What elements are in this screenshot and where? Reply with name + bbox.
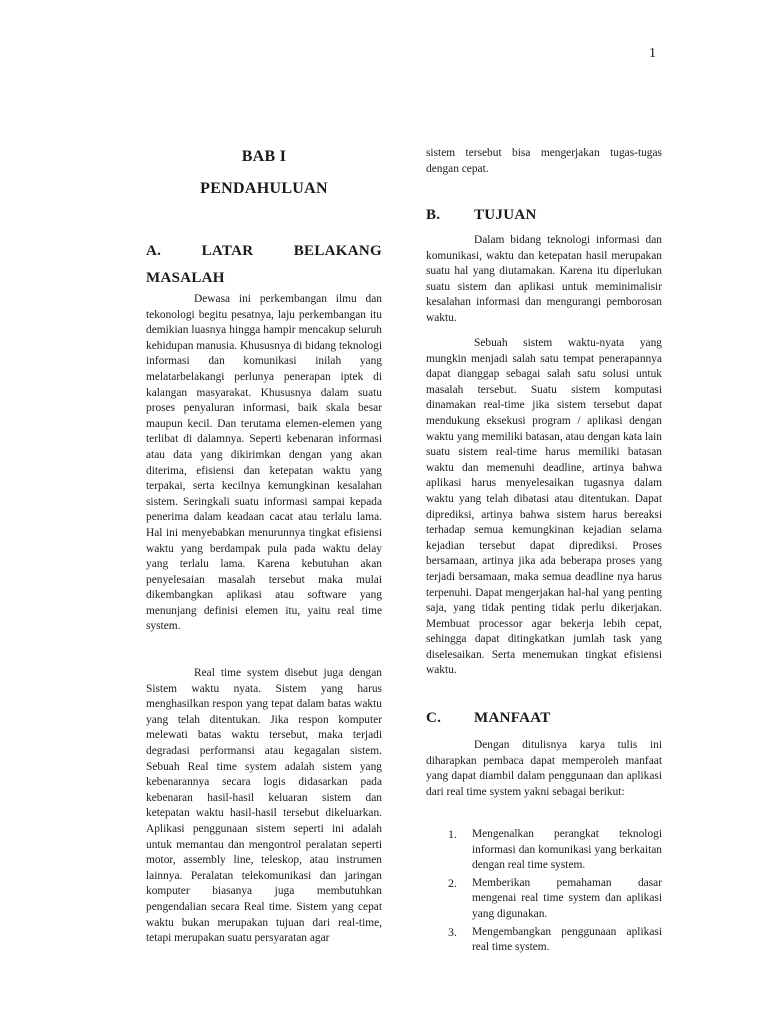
section-c-letter: C.: [426, 710, 442, 726]
list-item: [448, 827, 662, 874]
section-c-heading: [426, 710, 662, 727]
section-c-paragraph: Dengan ditulisnya karya tulis ini diharapkan pembaca dapat memperoleh manfaat yang dapat diambil dalam penggunaan dan aplikasi dari real time system yakni sebagai berikut:: [426, 739, 662, 798]
list-item: [448, 876, 662, 923]
section-a-paragraph-1: Dewasa ini perkembangan ilmu dan tekonologi begitu pesatnya, laju perkembangan itu demikian luasnya hingga hampir mencakup seluruh kehidupan manusia. Khususnya di bidang teknologi informasi dan komunikasi inilah yang melatarbelakangi perlunya penerapan iptek di kalangan masyarakat. Khususnya dalam suatu proses penyaluran informasi, baik skala besar maupun kecil. Dan terutama elemen-elemen yang terlibat di dalamnya. Seperti kebenaran informasi atau data yang dikirimkan dengan yang akan diterima, efisiensi dan ketepatan waktu yang terpakai, serta kecilnya kemungkinan kesalahan sistem. Seringkali suatu informasi sampai kepada penerima dalam keadaan cacat atau terlalu lama. Hal ini menyebabkan menurunnya tingkat efisiensi waktu yang berdampak pula pada waktu delay yang terlalu lama. Karena kebutuhan akan penyelesaian masalah tersebut maka mulai dikembangkan aplikasi atau software yang menunjang definisi elemen itu, yaitu real time system.: [146, 293, 383, 633]
list-item-number: 2.: [448, 875, 457, 890]
list-item-text: Memberikan pemahaman dasar mengenai real time system dan aplikasi yang digunakan.: [472, 876, 662, 920]
page-number: 1: [649, 46, 656, 61]
section-b-heading: [426, 207, 662, 224]
section-a-paragraph-2: Real time system disebut juga dengan Sistem waktu nyata. Sistem yang harus menghasilkan respon yang tepat dalam batas waktu yang telah ditentukan. Jika respon komputer melewati batas waktu tersebut, maka terjadi degradasi performansi atau kegagalan sistem. Sebuah Real time system adalah sistem yang kebenarannya secara logis didasarkan pada kebenaran hasil-hasil keluaran sistem dan ketepatan waktu hasil-hasil tersebut dikeluarkan. Aplikasi penggunaan sistem seperti ini adalah untuk memantau dan mengontrol peralatan seperti motor, assembly line, teleskop, atau instrumen lainnya. Peralatan telekomunikasi dan jaringan komputer biasanya juga membutuhkan pengendalian secara Real time. Sistem yang cepat waktu bukan merupakan tujuan dari real-time, tetapi merupakan suatu persyaratan agar: [146, 667, 382, 945]
section-a-title-word2: BELAKANG: [293, 243, 382, 259]
section-b-title: TUJUAN: [474, 207, 537, 223]
section-b-letter: B.: [426, 207, 441, 223]
section-a-title-line2: MASALAH: [146, 270, 225, 286]
section-a-heading: [146, 238, 382, 292]
chapter-label: BAB I: [241, 148, 287, 165]
section-c-title: MANFAAT: [474, 710, 551, 726]
continuation-paragraph: sistem tersebut bisa mengerjakan tugas-tugas dengan cepat.: [426, 147, 662, 175]
list-item-number: 3.: [448, 924, 457, 939]
section-b-paragraph-2: Sebuah sistem waktu-nyata yang mungkin menjadi salah satu tempat penerapannya dapat dianggap sebagai salah satu solusi untuk masalah tersebut. Suatu sistem komputasi dinamakan real-time jika sistem tersebut dapat mendukung eksekusi program / aplikasi dengan waktu yang memiliki batasan, atau dengan kata lain suatu sistem real-time harus memiliki batasan waktu dan memenuhi deadline, artinya bahwa aplikasi harus menyelesaikan tugasnya dalam waktu yang telah dibatasi atau ditentukan. Dapat diprediksi, artinya bahwa sistem harus bereaksi terhadap semua kemungkinan kejadian selama kejadian tersebut dapat diprediksi. Proses bersamaan, artinya jika ada beberapa proses yang terjadi bersamaan, maka semua deadline nya harus terpenuhi. Dapat mengerjakan hal-hal yang penting saja, yang tidak penting tidak perlu dikerjakan. Membuat processor agar bekerja lebih cepat, sehingga dapat ditingkatkan jumlah task yang diselesaikan. Serta menemukan tingkat efisiensi waktu.: [426, 337, 662, 677]
section-a-letter: A.: [146, 243, 162, 259]
list-item-text: Mengembangkan penggunaan aplikasi real time system.: [472, 925, 662, 954]
list-item: [448, 925, 662, 956]
section-b-paragraph-1: Dalam bidang teknologi informasi dan komunikasi, waktu dan ketepatan hasil merupakan suatu hal yang diutamakan. Karena itu diperlukan suatu sistem dan aplikasi untuk meminimalisir kesalahan informasi dan mengurangi pemborosan waktu.: [426, 234, 662, 324]
section-a-title-word1: LATAR: [201, 243, 254, 259]
list-item-number: 1.: [448, 827, 457, 841]
list-item-text: Mengenalkan perangkat teknologi informasi dan komunikasi yang berkaitan dengan real time system.: [472, 828, 662, 872]
benefits-list: [448, 827, 662, 958]
chapter-title: PENDAHULUAN: [200, 180, 328, 197]
